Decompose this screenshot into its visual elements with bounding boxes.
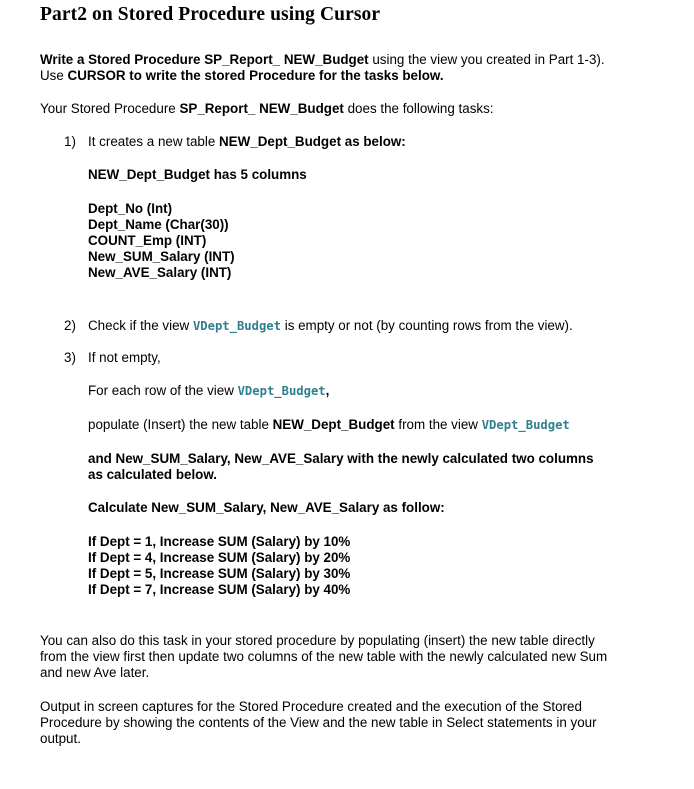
intro-line-2 [40,68,444,84]
page-title: Part2 on Stored Procedure using Cursor [40,4,381,25]
alt-line-3: and new Ave later. [40,665,150,680]
column-item: Dept_Name (Char(30)) [88,217,229,232]
item-1-a: It creates a new table [88,134,220,149]
item-2-text [88,318,573,334]
output-line-3: output. [40,731,81,746]
for-each-comma: , [325,383,330,398]
column-item: COUNT_Emp (INT) [88,233,207,248]
for-each-a: For each row of the view [88,383,238,398]
columns-heading: NEW_Dept_Budget has 5 columns [88,167,307,182]
column-item: New_SUM_Salary (INT) [88,249,235,264]
intro-use: Use [40,68,68,83]
item-1-text [88,134,406,150]
alt-line-1: You can also do this task in your stored procedure by populating (insert) the new table directly [40,633,595,648]
populate-a: populate (Insert) the new table [88,417,273,432]
item-3-number: 3) [64,350,76,365]
intro-cursor-text: CURSOR to write the stored Procedure for the tasks below. [67,68,444,83]
and-line-2: as calculated below. [88,467,217,482]
view-name-code: VDept_Budget [237,384,326,398]
column-item: Dept_No (Int) [88,201,173,216]
rule-item: If Dept = 7, Increase SUM (Salary) by 40% [88,582,351,597]
rule-item: If Dept = 4, Increase SUM (Salary) by 20% [88,550,351,565]
intro-text: using the view you created in Part 1-3). [368,52,605,67]
tasks-intro-procedure: SP_Report_ NEW_Budget [179,101,344,116]
rule-item: If Dept = 1, Increase SUM (Salary) by 10% [88,534,351,549]
view-name-code: VDept_Budget [192,319,281,333]
alt-line-2: from the view first then update two columns of the new table with the newly calculated new Sum [40,649,608,664]
item-1-table: NEW_Dept_Budget as below: [219,134,406,149]
populate-line [88,417,570,433]
intro-procedure-name: Write a Stored Procedure SP_Report_ NEW_Budget [40,52,369,67]
column-item: New_AVE_Salary (INT) [88,265,232,280]
item-2-a: Check if the view [88,318,193,333]
rule-item: If Dept = 5, Increase SUM (Salary) by 30% [88,566,351,581]
tasks-intro [40,101,494,117]
calc-heading: Calculate New_SUM_Salary, New_AVE_Salary as follow: [88,500,445,515]
item-1-number: 1) [64,134,76,149]
populate-table: NEW_Dept_Budget [272,417,395,432]
item-3-text: If not empty, [88,350,161,365]
and-line-1: and New_SUM_Salary, New_AVE_Salary with the newly calculated two columns [88,451,594,466]
for-each-line [88,383,329,399]
item-2-b: is empty or not (by counting rows from the view). [281,318,573,333]
output-line-1: Output in screen captures for the Stored Procedure created and the execution of the Stored [40,699,582,714]
tasks-intro-c: does the following tasks: [343,101,494,116]
item-2-number: 2) [64,318,76,333]
tasks-intro-a: Your Stored Procedure [40,101,180,116]
intro-line-1 [40,52,605,68]
view-name-code: VDept_Budget [481,418,570,432]
output-line-2: Procedure by showing the contents of the View and the new table in Select statements in your [40,715,597,730]
populate-c: from the view [394,417,482,432]
